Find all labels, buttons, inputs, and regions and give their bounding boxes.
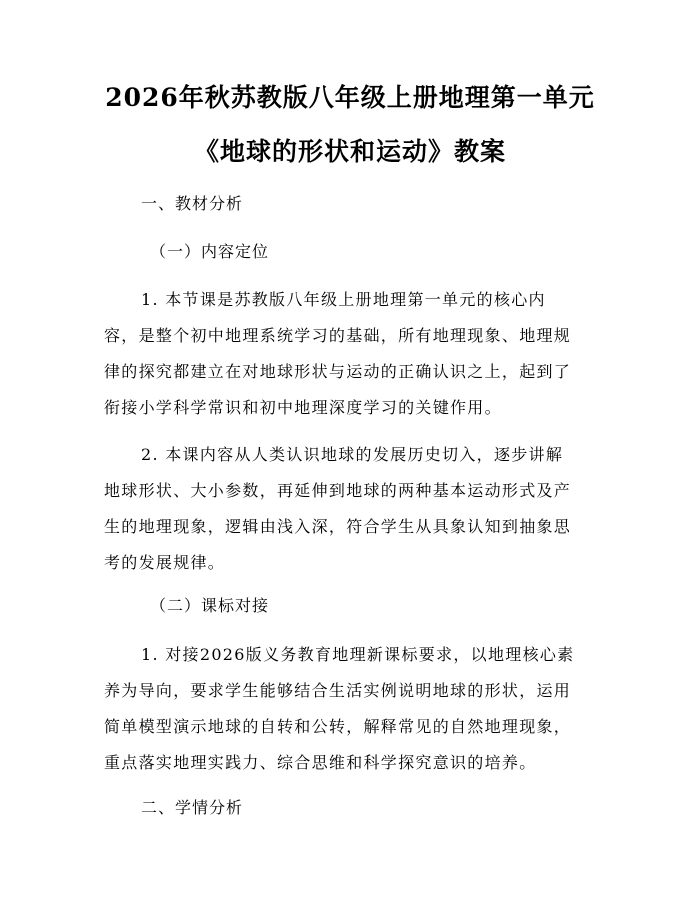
paragraph-line: 衔接小学科学常识和初中地理深度学习的关键作用。 <box>104 398 502 417</box>
paragraph-content-positioning-1 <box>104 282 600 426</box>
paragraph-content-positioning-2 <box>104 437 600 581</box>
paragraph-line: 重点落实地理实践力、综合思维和科学探究意识的培养。 <box>104 753 537 772</box>
paragraph-curriculum-alignment-1 <box>104 637 600 781</box>
section-heading-teaching-material-analysis: 一、教材分析 <box>141 194 244 213</box>
paragraph-line: 养为导向，要求学生能够结合生活实例说明地球的形状，运用 <box>104 681 572 700</box>
paragraph-line: 1. 本节课是苏教版八年级上册地理第一单元的核心内 <box>141 290 546 309</box>
paragraph-line: 1. 对接2026版义务教育地理新课标要求，以地理核心素 <box>141 645 575 664</box>
section-heading-learner-analysis: 二、学情分析 <box>141 798 244 817</box>
paragraph-line: 生的地理现象，逻辑由浅入深，符合学生从具象认知到抽象思 <box>104 517 572 536</box>
paragraph-line: 律的探究都建立在对地球形状与运动的正确认识之上，起到了 <box>104 362 572 381</box>
paragraph-line: 容，是整个初中地理系统学习的基础，所有地理现象、地理规 <box>104 326 572 345</box>
subsection-heading-curriculum-alignment: （二）课标对接 <box>150 596 270 615</box>
subsection-heading-content-positioning: （一）内容定位 <box>150 242 270 261</box>
document-subtitle: 《地球的形状和运动》教案 <box>193 137 506 166</box>
paragraph-line: 简单模型演示地球的自转和公转，解释常见的自然地理现象， <box>104 717 572 736</box>
document-title: 2026年秋苏教版八年级上册地理第一单元 <box>105 83 595 112</box>
paragraph-line: 2. 本课内容从人类认识地球的发展历史切入，逐步讲解 <box>141 445 564 464</box>
paragraph-line: 地球形状、大小参数，再延伸到地球的两种基本运动形式及产 <box>104 481 572 500</box>
paragraph-line: 考的发展规律。 <box>104 553 226 572</box>
